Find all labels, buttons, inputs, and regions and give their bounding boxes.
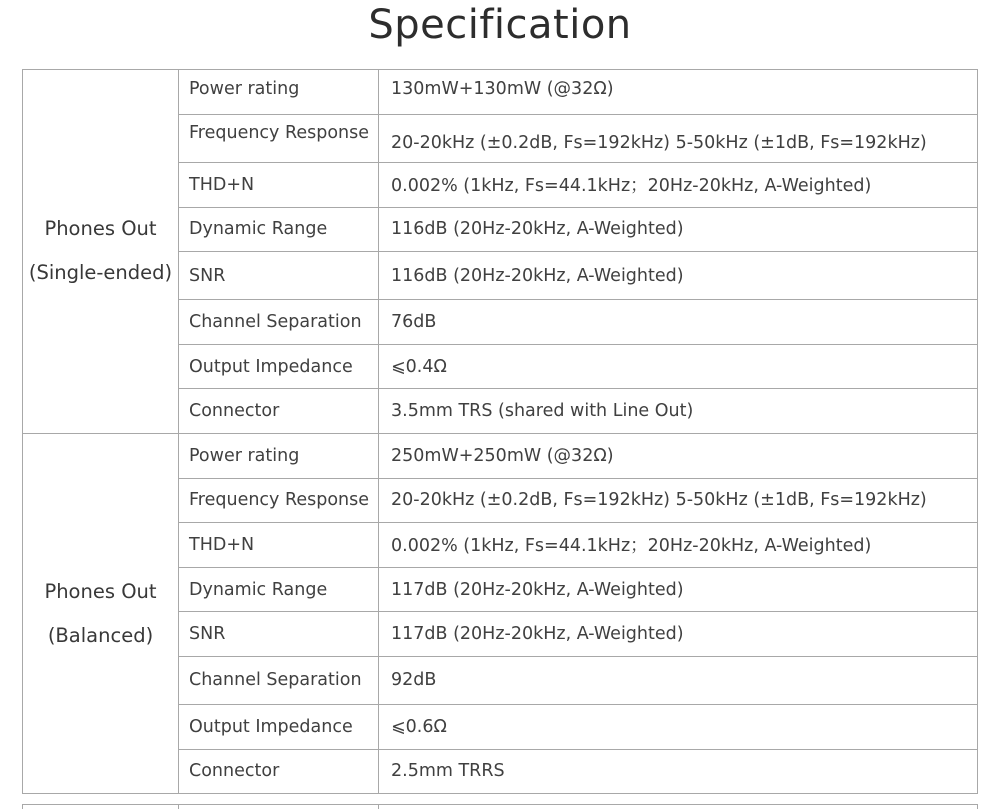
param-value: 2.5mm TRRS [391,761,505,782]
value-cell [379,115,978,163]
param-cell [179,656,379,704]
value-cell [379,252,978,300]
table-divider [178,805,179,809]
table-divider [22,805,23,809]
param-cell [179,163,379,208]
param-value: 20-20kHz (±0.2dB, Fs=192kHz) 5-50kHz (±1dB, Fs=192kHz) [391,490,927,511]
param-cell [179,478,379,523]
param-value: 3.5mm TRS (shared with Line Out) [391,401,694,422]
value-cell [379,300,978,345]
param-label: Power rating [189,445,300,466]
table-divider [977,805,978,809]
param-value: 0.002% (1kHz, Fs=44.1kHz；20Hz-20kHz, A-Weighted) [391,536,872,557]
value-cell [379,163,978,208]
param-label: Connector [189,761,280,782]
param-cell [179,749,379,794]
value-cell [379,749,978,794]
table-divider [378,805,379,809]
group-label-single-ended [23,70,179,434]
value-cell [379,478,978,523]
param-value: 116dB (20Hz-20kHz, A-Weighted) [391,265,684,286]
param-cell [179,523,379,568]
param-cell [179,389,379,434]
param-label: Channel Separation [189,670,362,691]
param-value: 130mW+130mW (@32Ω) [391,79,614,99]
param-label: Output Impedance [189,716,353,737]
group-name: Phones Out [44,579,157,603]
param-value: 116dB (20Hz-20kHz, A-Weighted) [391,219,684,240]
param-label: Output Impedance [189,356,353,377]
param-value: 117dB (20Hz-20kHz, A-Weighted) [391,579,684,600]
param-cell [179,344,379,389]
param-value: 92dB [391,670,437,691]
param-value: 76dB [391,311,437,332]
value-cell [379,704,978,749]
param-cell [179,70,379,115]
value-cell [379,344,978,389]
group-name: Phones Out [44,217,157,241]
param-cell [179,704,379,749]
param-cell [179,612,379,657]
param-value: 117dB (20Hz-20kHz, A-Weighted) [391,624,684,645]
value-cell [379,389,978,434]
param-label: THD+N [189,534,255,555]
param-value: 20-20kHz (±0.2dB, Fs=192kHz) 5-50kHz (±1dB, Fs=192kHz) [391,132,927,153]
param-label: Dynamic Range [189,579,328,600]
page-title: Specification [368,2,632,48]
table-continuation [22,804,978,809]
param-label: Frequency Response [189,122,370,143]
specification-table [22,69,978,794]
param-label: SNR [189,624,226,645]
value-cell [379,567,978,612]
param-cell [179,433,379,478]
param-label: Channel Separation [189,311,362,332]
param-cell [179,300,379,345]
group-subname: (Single-ended) [28,261,173,285]
param-value: ⩽0.6Ω [391,716,447,737]
value-cell [379,656,978,704]
value-cell [379,612,978,657]
value-cell [379,70,978,115]
param-label: SNR [189,265,226,286]
param-cell [179,567,379,612]
group-label-balanced [23,433,179,793]
param-label: Dynamic Range [189,219,328,240]
group-subname: (Balanced) [47,623,154,647]
param-value: ⩽0.4Ω [391,356,447,377]
table-row [23,70,978,115]
value-cell [379,523,978,568]
value-cell [379,433,978,478]
param-label: Frequency Response [189,490,370,511]
value-cell [379,207,978,252]
param-label: Connector [189,401,280,422]
param-cell [179,115,379,163]
param-cell [179,252,379,300]
param-label: Power rating [189,79,300,99]
param-value: 0.002% (1kHz, Fs=44.1kHz；20Hz-20kHz, A-Weighted) [391,176,872,197]
param-cell [179,207,379,252]
param-label: THD+N [189,174,255,195]
table-row [23,433,978,478]
param-value: 250mW+250mW (@32Ω) [391,445,614,466]
